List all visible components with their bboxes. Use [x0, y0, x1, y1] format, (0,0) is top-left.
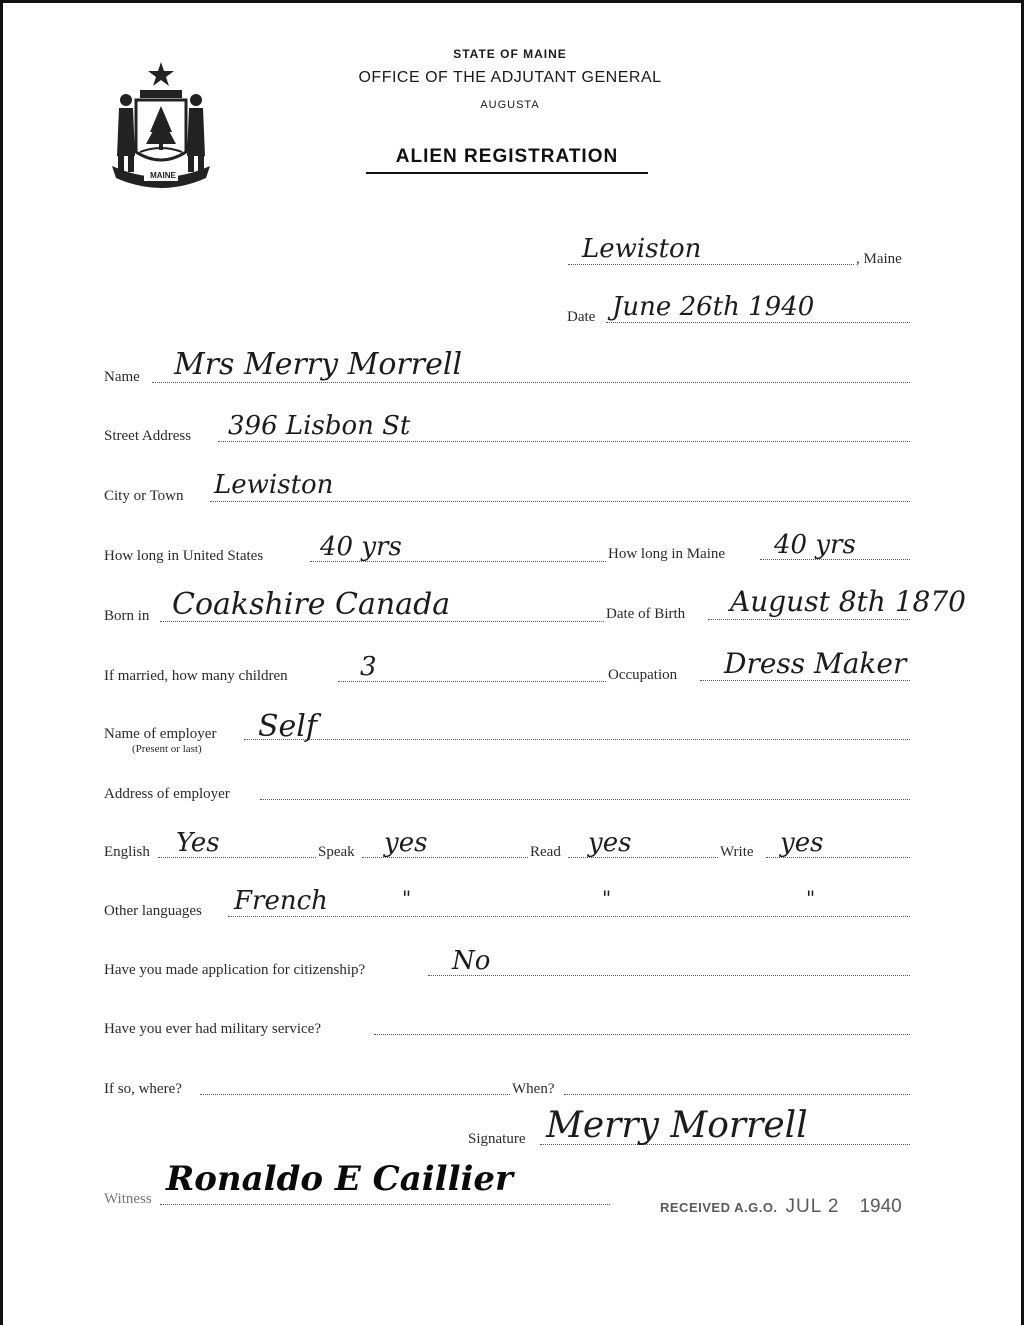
ditto-mark-write: ": [806, 886, 816, 910]
how-long-us-label: How long in United States: [104, 548, 264, 564]
name-line: [152, 382, 910, 383]
employer-sublabel: (Present or last): [132, 743, 202, 755]
how-long-us-value[interactable]: 40 yrs: [320, 532, 402, 562]
street-value[interactable]: 396 Lisbon St: [228, 411, 411, 441]
signature-label: Signature: [468, 1131, 526, 1147]
when-line: [564, 1094, 910, 1095]
name-value[interactable]: Mrs Merry Morrell: [174, 347, 463, 382]
english-label: English: [104, 844, 150, 860]
occupation-label: Occupation: [608, 667, 678, 683]
english-value[interactable]: Yes: [176, 828, 220, 858]
date-line: [606, 322, 910, 323]
read-value[interactable]: yes: [588, 828, 632, 858]
dob-line: [708, 619, 910, 620]
date-label: Date: [567, 309, 596, 325]
children-line: [338, 681, 606, 682]
citizenship-label: Have you made application for citizenship?: [104, 962, 366, 978]
dob-label: Date of Birth: [606, 606, 686, 622]
scan-border-top: [0, 0, 1024, 3]
witness-value[interactable]: Ronaldo E Caillier: [166, 1159, 513, 1199]
born-in-value[interactable]: Coakshire Canada: [172, 587, 451, 622]
ditto-mark-speak: ": [402, 886, 412, 910]
when-label: When?: [512, 1081, 555, 1097]
city-label: City or Town: [104, 488, 184, 504]
received-stamp: [660, 1196, 902, 1218]
witness-line: [160, 1204, 610, 1205]
name-label: Name: [104, 369, 140, 385]
employer-line: [244, 739, 910, 740]
signature-value[interactable]: Merry Morrell: [546, 1105, 808, 1146]
other-languages-value[interactable]: French: [234, 886, 328, 916]
maine-state-seal-icon: [106, 60, 216, 188]
military-label: Have you ever had military service?: [104, 1021, 321, 1037]
place-value[interactable]: Lewiston: [582, 234, 702, 264]
write-label: Write: [720, 844, 754, 860]
children-label: If married, how many children: [104, 668, 288, 684]
write-value[interactable]: yes: [780, 828, 824, 858]
employer-label: Name of employer: [104, 726, 217, 742]
stamp-text: RECEIVED A.G.O.: [660, 1200, 778, 1215]
header-city: AUGUSTA: [480, 99, 540, 111]
employer-address-label: Address of employer: [104, 786, 230, 802]
speak-value[interactable]: yes: [384, 828, 428, 858]
citizenship-value[interactable]: No: [452, 946, 491, 976]
ditto-mark-read: ": [602, 886, 612, 910]
header-office: OFFICE OF THE ADJUTANT GENERAL: [358, 69, 662, 86]
city-line: [210, 501, 910, 502]
dob-value[interactable]: August 8th 1870: [730, 585, 966, 618]
employer-address-line: [260, 799, 910, 800]
employer-value[interactable]: Self: [258, 709, 318, 744]
place-line: [568, 264, 854, 265]
where-label: If so, where?: [104, 1081, 182, 1097]
scan-border-left: [0, 0, 3, 1325]
read-label: Read: [530, 844, 561, 860]
city-value[interactable]: Lewiston: [214, 470, 334, 500]
other-languages-label: Other languages: [104, 903, 202, 919]
street-label: Street Address: [104, 428, 192, 444]
speak-label: Speak: [318, 844, 355, 860]
occupation-line: [700, 680, 910, 681]
date-value[interactable]: June 26th 1940: [612, 292, 815, 322]
street-line: [218, 441, 910, 442]
stamp-year: 1940: [859, 1196, 902, 1217]
how-long-maine-label: How long in Maine: [608, 546, 726, 562]
witness-label: Witness: [104, 1191, 152, 1207]
header-state: STATE OF MAINE: [453, 47, 567, 61]
stamp-date: JUL 2: [785, 1196, 840, 1217]
military-line: [374, 1034, 910, 1035]
where-line: [200, 1094, 510, 1095]
place-suffix: , Maine: [856, 251, 902, 267]
born-in-label: Born in: [104, 608, 150, 624]
children-value[interactable]: 3: [360, 652, 377, 682]
form-title: ALIEN REGISTRATION: [366, 146, 648, 174]
seal-motto: MAINE: [150, 171, 176, 180]
how-long-maine-value[interactable]: 40 yrs: [774, 530, 856, 560]
other-languages-line: [228, 916, 910, 917]
occupation-value[interactable]: Dress Maker: [724, 647, 907, 680]
citizenship-line: [428, 975, 910, 976]
